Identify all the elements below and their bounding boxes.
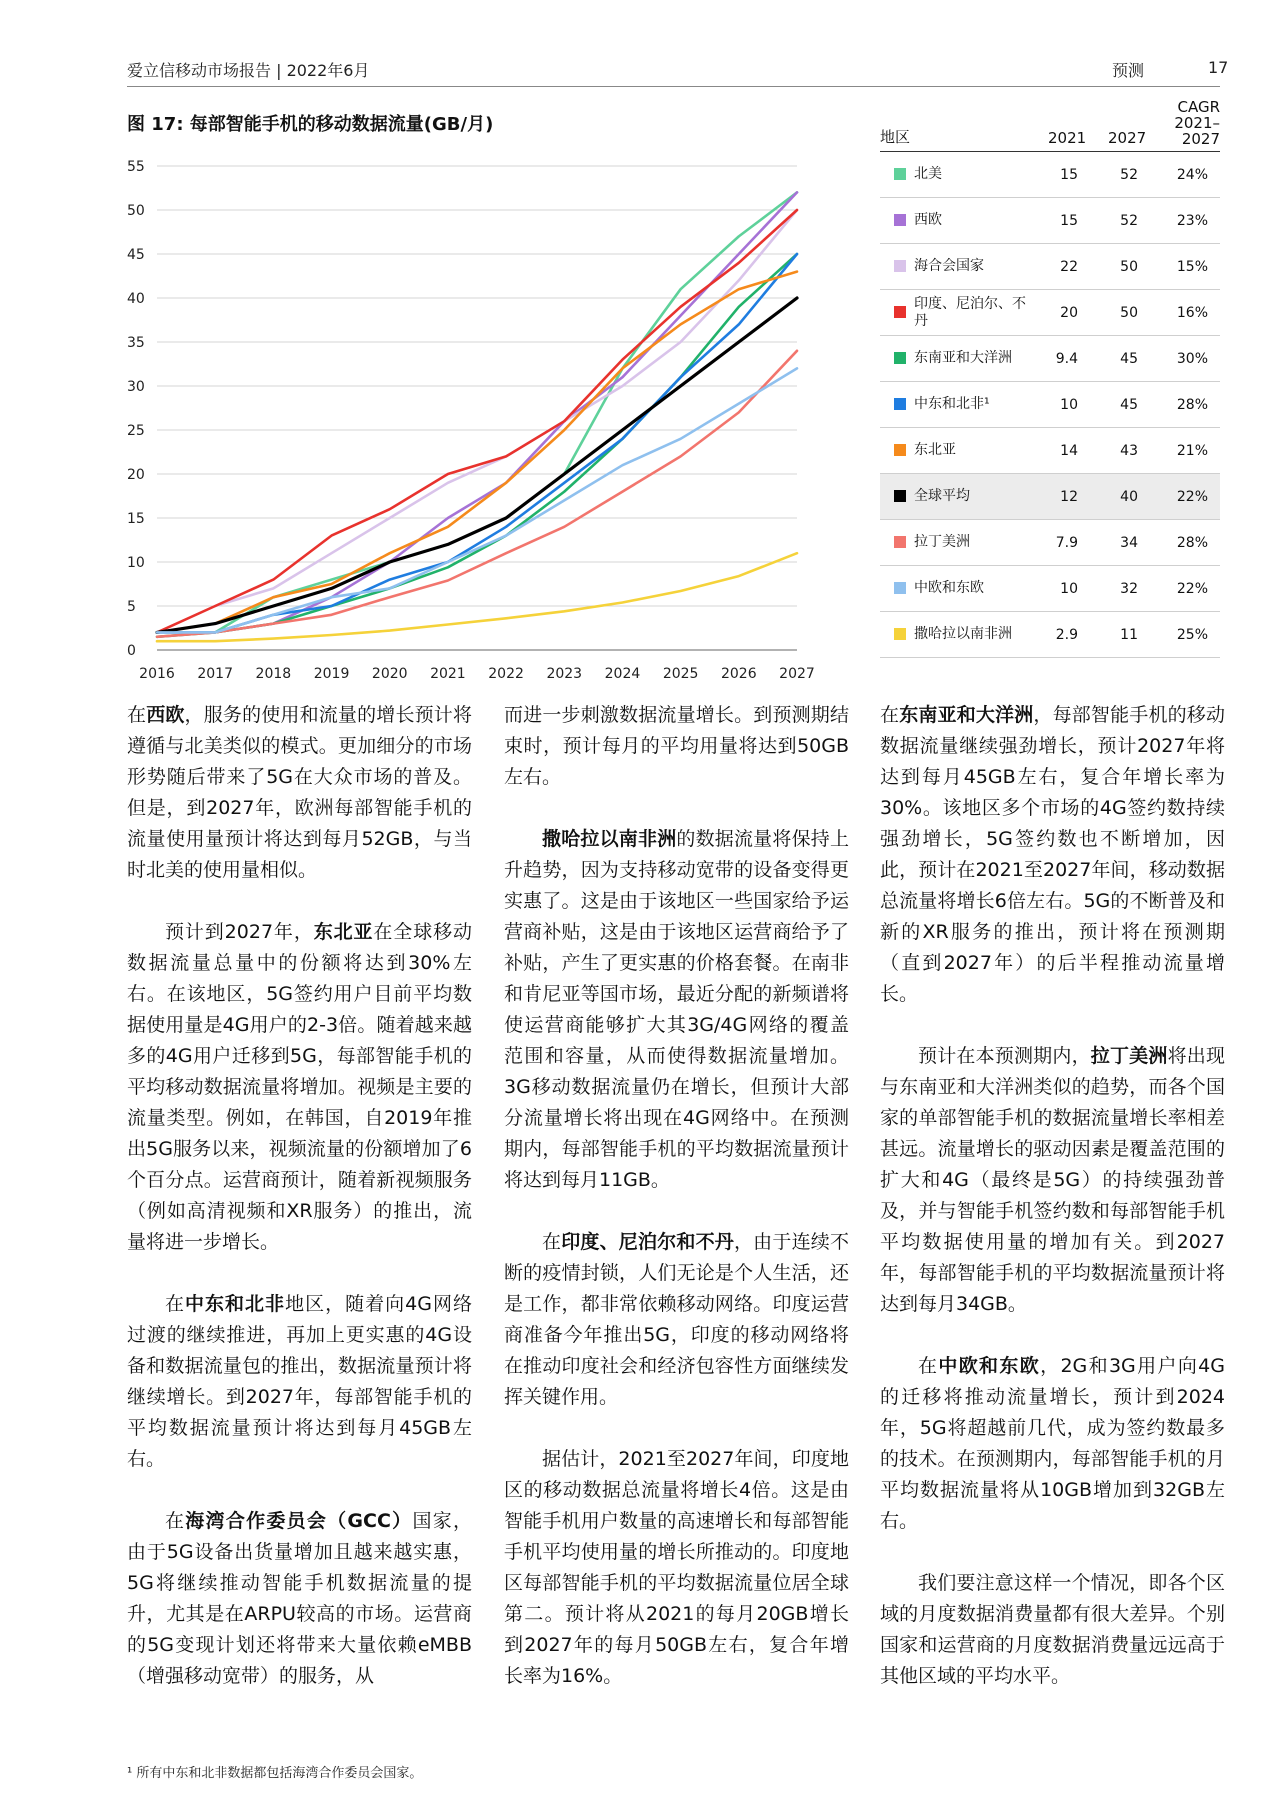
- value-2021: 14: [1060, 442, 1078, 459]
- text-column-1: [127, 700, 472, 1723]
- region-name: 印度、尼泊尔、不丹: [914, 295, 1026, 329]
- series-line: [215, 192, 797, 632]
- paragraph: [127, 1289, 472, 1475]
- text: 在: [918, 1355, 939, 1377]
- value-2027: 34: [1120, 534, 1138, 551]
- value-cagr: 22%: [1176, 580, 1208, 597]
- region-name: 中欧和东欧: [914, 580, 984, 596]
- series-line: [157, 272, 797, 633]
- table-row: [880, 336, 1220, 382]
- value-2021: 20: [1060, 304, 1078, 321]
- paragraph: [880, 1351, 1225, 1537]
- region-emphasis: 中欧和东欧: [938, 1355, 1041, 1377]
- legend-swatch: [894, 168, 906, 180]
- line-chart: [127, 150, 847, 710]
- region-name: 西欧: [914, 212, 942, 228]
- x-tick-label: 2022: [488, 666, 524, 682]
- table-row: [880, 152, 1220, 198]
- section-label: 预测: [1112, 61, 1145, 80]
- page-number: 17: [1208, 58, 1229, 77]
- legend-swatch: [894, 628, 906, 640]
- region-emphasis: 中东和北非: [185, 1293, 286, 1315]
- header-divider: [127, 86, 1220, 87]
- x-tick-label: 2027: [779, 666, 815, 682]
- y-tick-label: 5: [127, 599, 136, 615]
- table-row: [880, 244, 1220, 290]
- region-name: 北美: [914, 166, 942, 182]
- text: 在: [165, 1510, 186, 1532]
- value-cagr: 30%: [1176, 350, 1208, 367]
- text: 在: [165, 1293, 186, 1315]
- paragraph: [880, 700, 1225, 1010]
- value-2021: 10: [1060, 580, 1078, 597]
- text: 国家，由于5G设备出货量增加且越来越实惠，5G将继续推动智能手机数据流量的提升，尤其是在ARPU较高的市场。运营商的5G变现计划还将带来大量依赖eMBB（增强移动宽带）的服务，从: [127, 1510, 472, 1687]
- paragraph: [504, 824, 849, 1196]
- text: ，服务的使用和流量的增长预计将遵循与北美类似的模式。更加细分的市场形势随后带来了5G在大众市场的普及。但是，到2027年，欧洲每部智能手机的流量使用量预计将达到每月52GB，与当时北美的使用量相似。: [127, 704, 472, 881]
- table-row: [880, 382, 1220, 428]
- legend-swatch: [894, 582, 906, 594]
- text: 在: [880, 704, 900, 726]
- chart-title: 图 17: 每部智能手机的移动数据流量(GB/月): [127, 114, 494, 135]
- region-name: 东南亚和大洋洲: [914, 350, 1012, 366]
- y-tick-label: 40: [127, 291, 145, 307]
- region-name: 撒哈拉以南非洲: [914, 626, 1012, 642]
- x-tick-label: 2024: [604, 666, 641, 682]
- y-tick-label: 0: [127, 643, 136, 659]
- paragraph: 据估计，2021至2027年间，印度地区的移动数据总流量将增长4倍。这是由智能手机用户数量的高速增长和每部智能手机平均使用量的增长所推动的。印度地区每部智能手机的平均数据流量位居全球第二。预计将从2021的每月20GB增长到2027年的每月50GB左右，复合年增长率为16%。: [504, 1448, 849, 1687]
- region-name: 中东和北非¹: [914, 396, 990, 412]
- text: 的数据流量将保持上升趋势，因为支持移动宽带的设备变得更实惠了。这是由于该地区一些国家给予运营商补贴，这是由于该地区运营商给予了补贴，产生了更实惠的价格套餐。在南非和肯尼亚等国市场，最近分配的新频谱将使运营商能够扩大其3G/4G网络的覆盖范围和容量，从而使得数据流量增加。3G移动数据流量仍在增长，但预计大部分流量增长将出现在4G网络中。在预测期内，每部智能手机的平均数据流量预计将达到每月11GB。: [504, 828, 849, 1191]
- x-tick-label: 2019: [313, 666, 350, 682]
- legend-swatch: [894, 306, 906, 318]
- table-row: [880, 428, 1220, 474]
- region-emphasis: 西欧: [146, 704, 185, 726]
- header-2021: 2021: [1048, 129, 1087, 147]
- text: 地区，随着向4G网络过渡的继续推进，再加上更实惠的4G设备和数据流量包的推出，数据流量预计将继续增长。到2027年，每部智能手机的平均数据流量预计将达到每月45GB左右。: [127, 1293, 472, 1470]
- region-emphasis: 东北亚: [313, 921, 374, 943]
- value-2027: 50: [1120, 258, 1138, 275]
- x-tick-label: 2020: [371, 666, 408, 682]
- text: ，2G和3G用户向4G的迁移将推动流量增长，预计到2024年，5G将超越前几代，成为签约数最多的技术。在预测期内，每部智能手机的月平均数据流量将从10GB增加到32GB左右。: [880, 1355, 1225, 1532]
- region-name: 拉丁美洲: [914, 534, 970, 550]
- legend-swatch: [894, 398, 906, 410]
- series-line: [215, 192, 797, 632]
- series-line: [215, 210, 797, 606]
- table-row: [880, 566, 1220, 612]
- y-tick-label: 45: [127, 247, 145, 263]
- text: 在全球移动数据流量总量中的份额将达到30%左右。在该地区，5G签约用户目前平均数据使用量是4G用户的2-3倍。随着越来越多的4G用户迁移到5G，每部智能手机的平均移动数据流量将增加。视频是主要的流量类型。例如，在韩国，自2019年推出5G服务以来，视频流量的份额增加了6个百分点。运营商预计，随着新视频服务（例如高清视频和XR服务）的推出，流量将进一步增长。: [127, 921, 472, 1253]
- header-cagr-line3: 2027: [1181, 130, 1220, 148]
- text: 在: [127, 704, 147, 726]
- y-tick-label: 30: [127, 379, 145, 395]
- text: 预计在本预测期内，: [918, 1045, 1091, 1067]
- table-row: [880, 198, 1220, 244]
- legend-swatch: [894, 490, 906, 502]
- region-emphasis: 撒哈拉以南非洲: [542, 828, 677, 850]
- x-tick-label: 2023: [546, 666, 583, 682]
- legend-swatch: [894, 214, 906, 226]
- region-emphasis: 东南亚和大洋洲: [899, 704, 1034, 726]
- value-2027: 43: [1120, 442, 1138, 459]
- value-2021: 2.9: [1055, 626, 1078, 643]
- value-cagr: 28%: [1176, 534, 1208, 551]
- region-name: 东北亚: [914, 442, 956, 458]
- value-2027: 45: [1120, 350, 1138, 367]
- value-cagr: 28%: [1176, 396, 1208, 413]
- table-row: [880, 520, 1220, 566]
- region-emphasis: 印度、尼泊尔和不丹: [561, 1231, 734, 1253]
- legend-swatch: [894, 260, 906, 272]
- paragraph: [127, 917, 472, 1258]
- region-name: 全球平均: [914, 488, 970, 504]
- region-name: 海合会国家: [914, 258, 984, 274]
- text: 在: [542, 1231, 562, 1253]
- paragraph: [880, 1041, 1225, 1320]
- text: ，每部智能手机的移动数据流量继续强劲增长，预计2027年将达到每月45GB左右，复合年增长率为30%。该地区多个市场的4G签约数持续强劲增长，5G签约数也不断增加，因此，预计在2021至2027年间，移动数据总流量将增长6倍左右。5G的不断普及和新的XR服务的推出，预计将在预测期（直到2027年）的后半程推动流量增长。: [880, 704, 1225, 1005]
- paragraph: [127, 700, 472, 886]
- value-cagr: 16%: [1176, 304, 1208, 321]
- paragraph: 而进一步刺激数据流量增长。到预测期结束时，预计每月的平均用量将达到50GB左右。: [504, 704, 849, 788]
- text-column-2: [504, 700, 849, 1723]
- legend-swatch: [894, 352, 906, 364]
- value-2027: 40: [1120, 488, 1138, 505]
- text: 将出现与东南亚和大洋洲类似的趋势，而各个国家的单部智能手机的数据流量增长率相差甚远。流量增长的驱动因素是覆盖范围的扩大和4G（最终是5G）的持续强劲普及，并与智能手机签约数和每部智能手机平均数据使用量的增加有关。到2027年，每部智能手机的平均数据流量预计将达到每月34GB。: [880, 1045, 1225, 1315]
- value-cagr: 22%: [1176, 488, 1208, 505]
- x-tick-label: 2017: [197, 666, 234, 682]
- value-2027: 45: [1120, 396, 1138, 413]
- value-2027: 52: [1120, 212, 1138, 229]
- footnote: ¹ 所有中东和北非数据都包括海湾合作委员会国家。: [127, 1766, 423, 1781]
- x-tick-label: 2018: [255, 666, 292, 682]
- value-2027: 11: [1120, 626, 1138, 643]
- y-tick-label: 25: [127, 423, 145, 439]
- value-cagr: 25%: [1176, 626, 1208, 643]
- legend-swatch: [894, 536, 906, 548]
- header-cagr: [1174, 99, 1220, 147]
- table-header: [880, 95, 1220, 152]
- value-cagr: 23%: [1176, 212, 1208, 229]
- header-cagr-line1: CAGR: [1177, 98, 1220, 116]
- y-tick-label: 35: [127, 335, 145, 351]
- value-2021: 15: [1060, 212, 1078, 229]
- value-2021: 22: [1060, 258, 1078, 275]
- text: 预计到2027年，: [165, 921, 314, 943]
- legend-swatch: [894, 444, 906, 456]
- y-tick-label: 50: [127, 203, 145, 219]
- x-tick-label: 2021: [430, 666, 466, 682]
- paragraph: 我们要注意这样一个情况，即各个区域的月度数据消费量都有很大差异。个别国家和运营商的月度数据消费量远远高于其他区域的平均水平。: [880, 1572, 1225, 1687]
- value-2027: 32: [1120, 580, 1138, 597]
- x-tick-label: 2026: [720, 666, 757, 682]
- value-cagr: 15%: [1176, 258, 1208, 275]
- value-2021: 7.9: [1055, 534, 1078, 551]
- header-2027: 2027: [1108, 129, 1147, 147]
- value-2021: 9.4: [1055, 350, 1078, 367]
- text-column-3: [880, 700, 1225, 1723]
- x-tick-label: 2016: [139, 666, 175, 682]
- table-row: [880, 612, 1220, 658]
- report-header: 爱立信移动市场报告 | 2022年6月: [127, 61, 370, 80]
- value-2021: 10: [1060, 396, 1078, 413]
- region-emphasis: 海湾合作委员会（GCC）: [185, 1510, 413, 1532]
- value-cagr: 21%: [1176, 442, 1208, 459]
- value-2027: 52: [1120, 166, 1138, 183]
- header-region: 地区: [880, 128, 911, 146]
- y-tick-label: 20: [127, 467, 145, 483]
- x-tick-label: 2025: [662, 666, 699, 682]
- value-cagr: 24%: [1176, 166, 1208, 183]
- y-tick-label: 10: [127, 555, 145, 571]
- header-cagr-line2: 2021–: [1174, 114, 1220, 132]
- value-2021: 12: [1060, 488, 1078, 505]
- value-2027: 50: [1120, 304, 1138, 321]
- region-table: [880, 95, 1220, 658]
- region-emphasis: 拉丁美洲: [1090, 1045, 1168, 1067]
- value-2021: 15: [1060, 166, 1078, 183]
- table-row: [880, 474, 1220, 520]
- text: ，由于连续不断的疫情封锁，人们无论是个人生活，还是工作，都非常依赖移动网络。印度运营商准备今年推出5G，印度的移动网络将在推动印度社会和经济包容性方面继续发挥关键作用。: [504, 1231, 849, 1408]
- y-tick-label: 15: [127, 511, 145, 527]
- table-row: [880, 290, 1220, 336]
- y-tick-label: 55: [127, 159, 145, 175]
- table-body: [880, 152, 1220, 658]
- series-line: [157, 210, 797, 632]
- paragraph: [127, 1506, 472, 1692]
- paragraph: [504, 1227, 849, 1413]
